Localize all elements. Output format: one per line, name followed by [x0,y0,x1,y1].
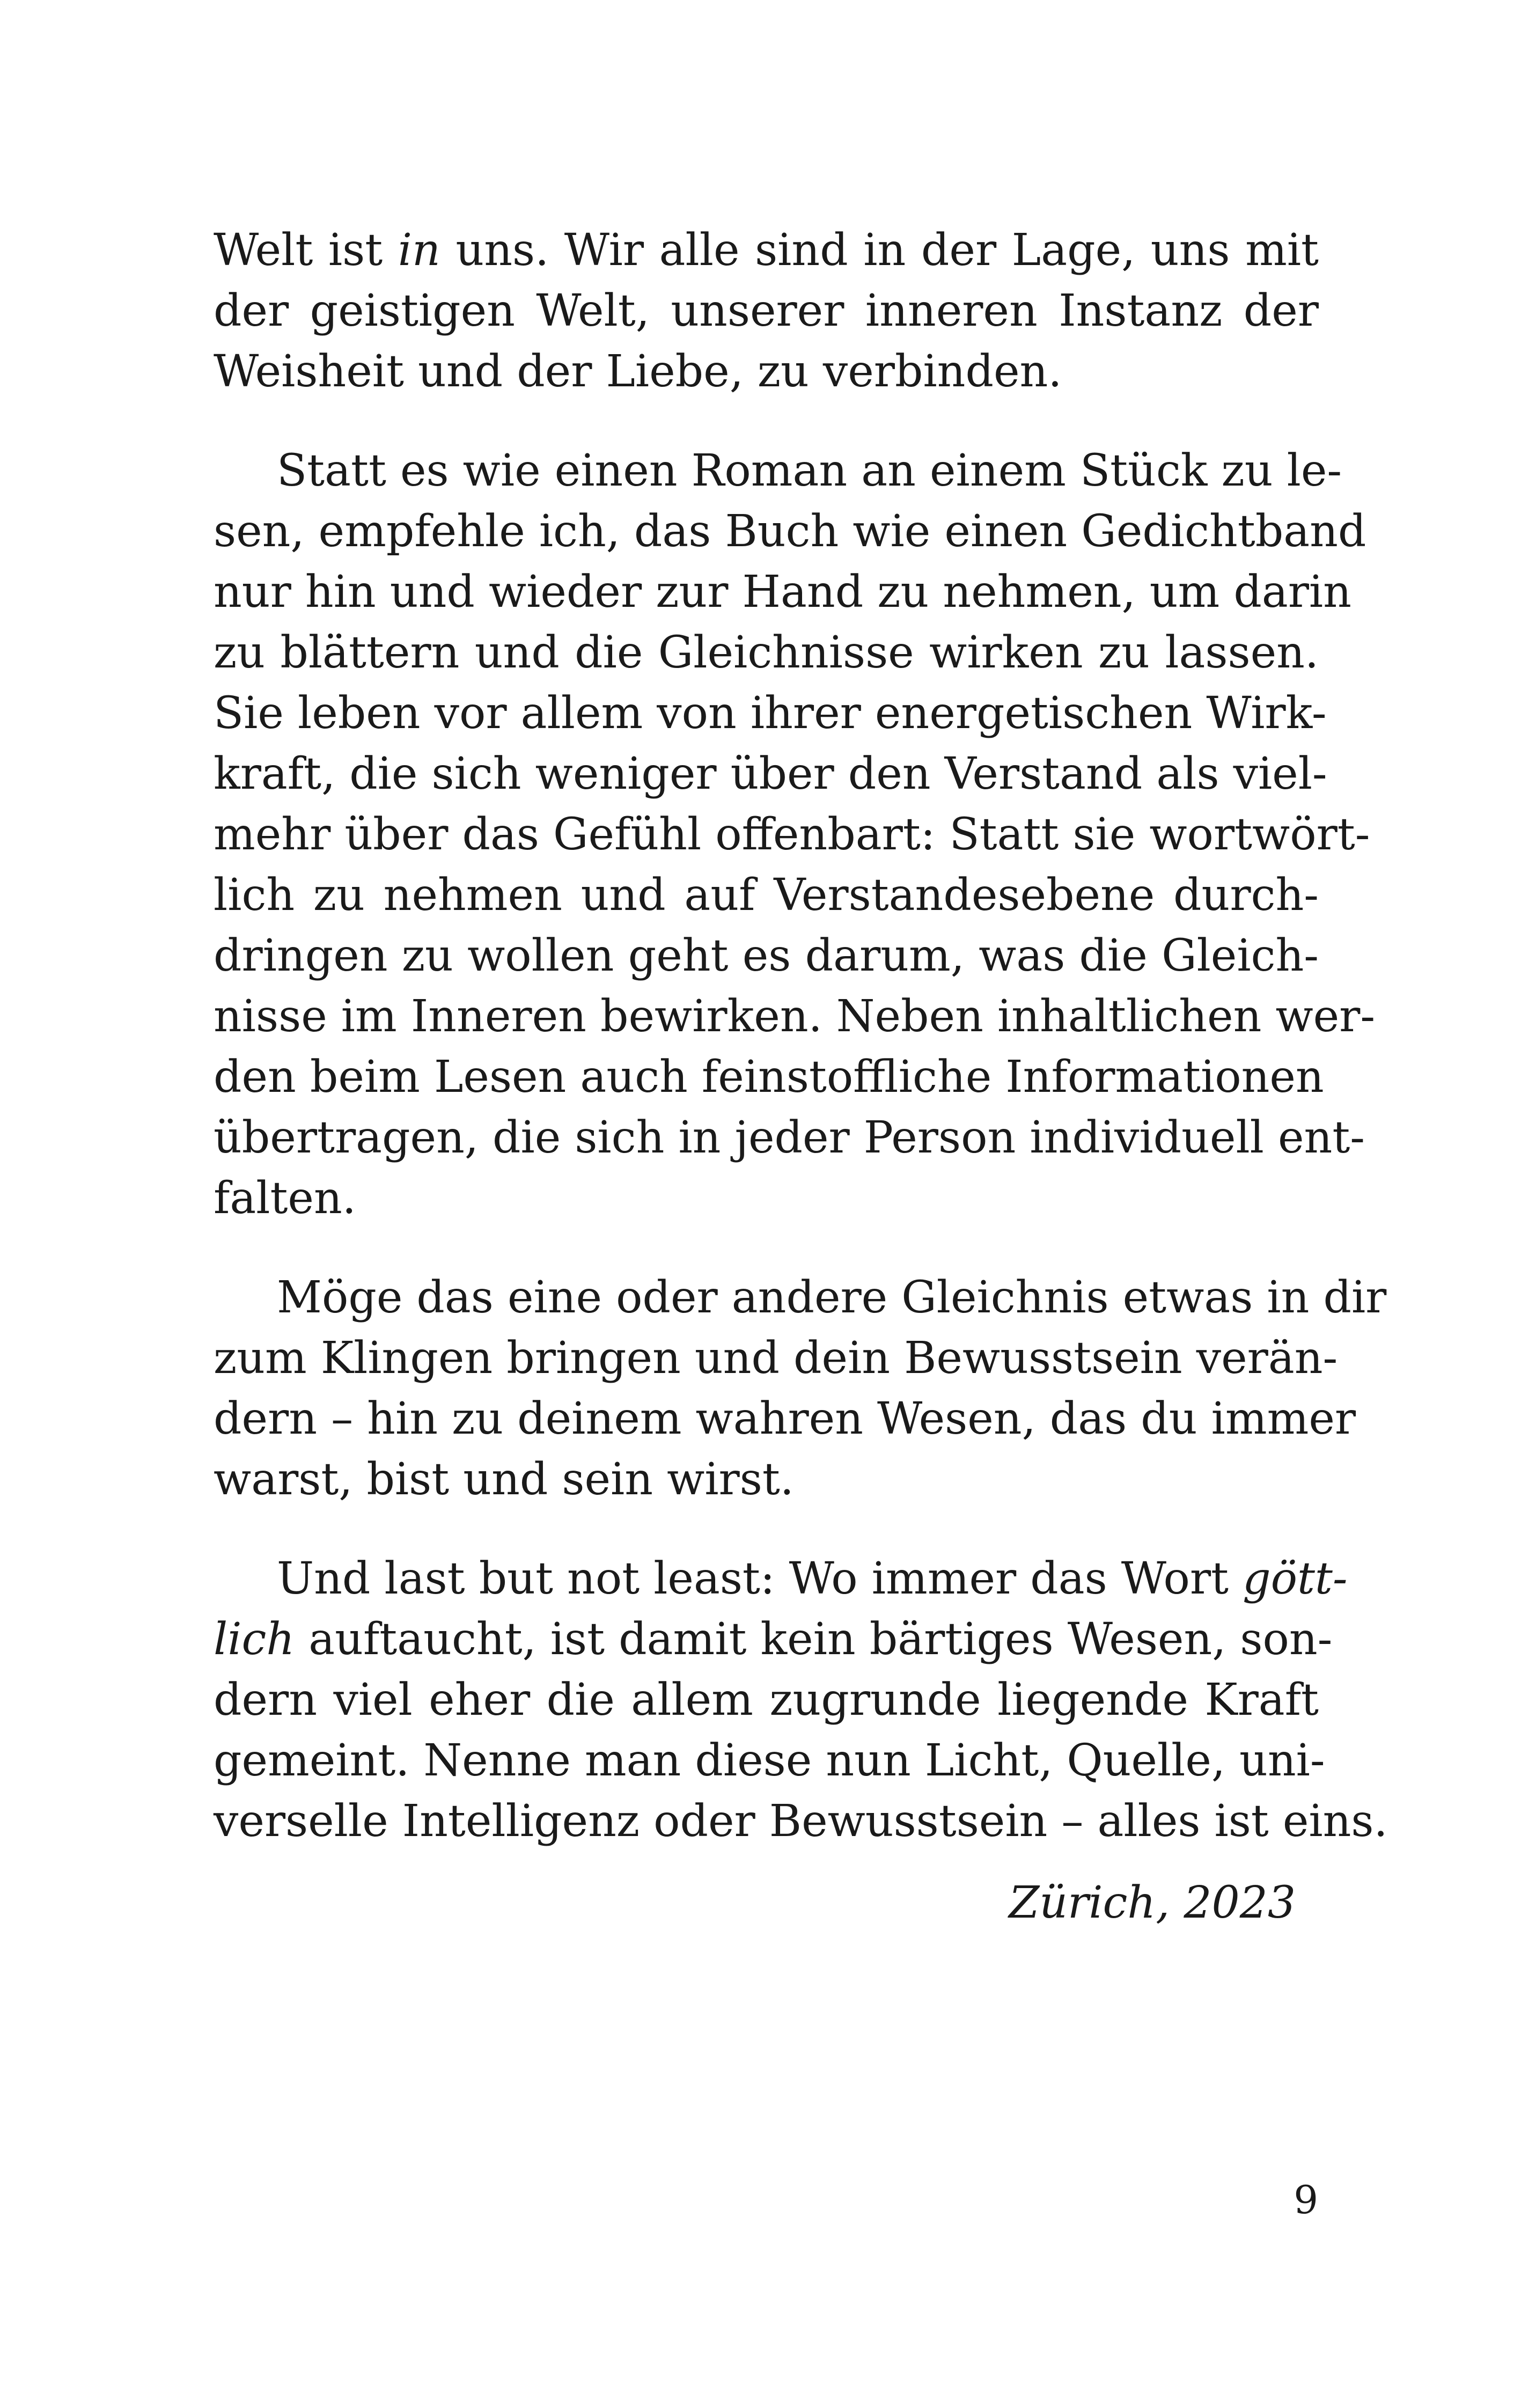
text-line: der geistigen Welt, unserer inneren Instanz der [214,285,1319,336]
text-line: sen, empfehle ich, das Buch wie einen Gedichtband [214,506,1366,557]
text-line: den beim Lesen auch feinstoffliche Informationen [214,1052,1324,1103]
text-line: Möge das eine oder andere Gleichnis etwas in dir [277,1272,1387,1323]
paragraph [214,1548,1388,1852]
text-line: zum Klingen bringen und dein Bewusstsein verän- [214,1333,1338,1384]
text-line: falten. [214,1173,356,1224]
paragraph [214,220,1319,402]
text-line: lich zu nehmen und auf Verstandesebene durch- [214,870,1319,921]
text-line: lich auftaucht, ist damit kein bärtiges Wesen, son- [214,1614,1333,1665]
paragraph [214,441,1376,1229]
text-line: Statt es wie einen Roman an einem Stück zu le- [277,445,1342,496]
italic-word: gött- [1243,1553,1348,1604]
text-line: Weisheit und der Liebe, zu verbinden. [214,346,1062,397]
body-text [214,220,1388,1852]
text-line: gemeint. Nenne man diese nun Licht, Quelle, uni- [214,1735,1325,1786]
text-line: Und last but not least: Wo immer das Wort gött- [277,1553,1348,1604]
text-line: dringen zu wollen geht es darum, was die Gleich- [214,930,1319,981]
text-line: dern – hin zu deinem wahren Wesen, das du immer [214,1393,1356,1444]
text-line: mehr über das Gefühl offenbart: Statt sie wortwört- [214,809,1370,860]
text-line: Welt ist in uns. Wir alle sind in der Lage, uns mit [214,225,1319,276]
text-line: warst, bist und sein wirst. [214,1454,794,1505]
text-line: verselle Intelligenz oder Bewusstsein – alles ist eins. [214,1796,1388,1847]
text-line: kraft, die sich weniger über den Verstand als viel- [214,748,1327,799]
page-number: 9 [1294,2177,1318,2222]
text-line: dern viel eher die allem zugrunde liegende Kraft [214,1675,1319,1726]
italic-word: lich [214,1614,295,1665]
paragraph [214,1267,1387,1510]
text-line: zu blättern und die Gleichnisse wirken zu lassen. [214,627,1319,678]
text-line: nisse im Inneren bewirken. Neben inhaltlichen wer- [214,991,1376,1042]
place-date-signature: Zürich, 2023 [1009,1877,1296,1928]
text-line: Sie leben vor allem von ihrer energetischen Wirk- [214,688,1327,739]
text-line: übertragen, die sich in jeder Person individuell ent- [214,1112,1365,1163]
text-line: nur hin und wieder zur Hand zu nehmen, um darin [214,567,1351,618]
italic-word: in [398,225,440,276]
